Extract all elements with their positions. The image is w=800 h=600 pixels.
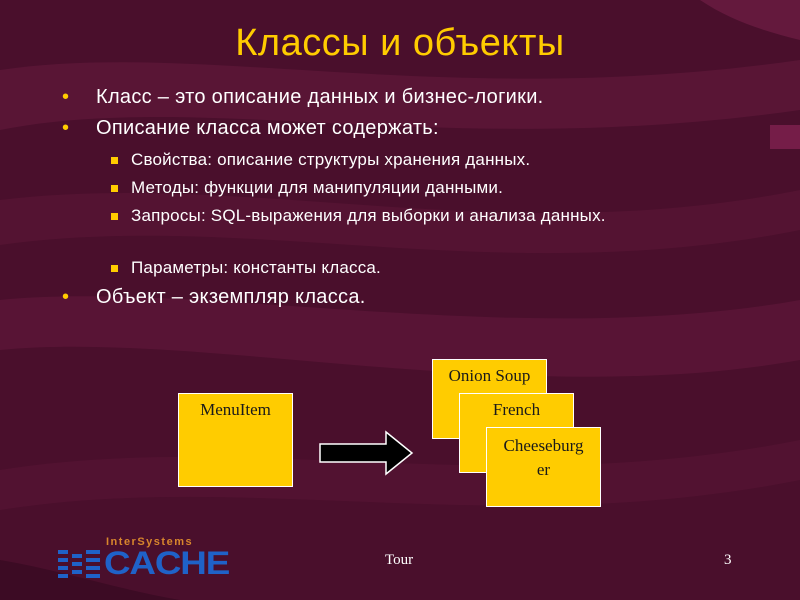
cache-logo-icon: [58, 548, 102, 582]
sub-bullet-marker: [111, 213, 118, 220]
footer-text: Tour: [385, 552, 414, 568]
sub-bullet-item: Свойства: описание структуры хранения данных.: [131, 150, 531, 169]
object-box-cheeseburger: Cheeseburger: [486, 427, 601, 507]
bullet-dot: •: [62, 86, 70, 108]
sub-bullet-item: Методы: функции для манипуляции данными.: [131, 178, 504, 197]
logo-intersystems-text: InterSystems: [106, 536, 194, 548]
object-box-onion-soup: Onion Soup: [432, 359, 547, 439]
sub-bullet-marker: [111, 185, 118, 192]
bullet-dot: •: [62, 286, 70, 308]
logo-cache-text: CACHE: [104, 545, 230, 581]
object-box-french: French: [459, 393, 574, 473]
slide-title: Классы и объекты: [235, 22, 565, 64]
sub-bullet-item: Параметры: константы класса.: [131, 258, 381, 277]
bullet-item: Объект – экземпляр класса.: [96, 286, 366, 308]
sub-bullet-item: Запросы: SQL-выражения для выборки и анализа данных.: [131, 206, 606, 225]
bullet-item: Класс – это описание данных и бизнес-логики.: [96, 86, 544, 108]
sub-bullet-marker: [111, 157, 118, 164]
arrow-icon: [318, 430, 414, 476]
sub-bullet-marker: [111, 265, 118, 272]
bullet-dot: •: [62, 117, 70, 139]
class-box: MenuItem: [178, 393, 293, 487]
bullet-item: Описание класса может содержать:: [96, 117, 439, 139]
page-number: 3: [724, 552, 732, 568]
